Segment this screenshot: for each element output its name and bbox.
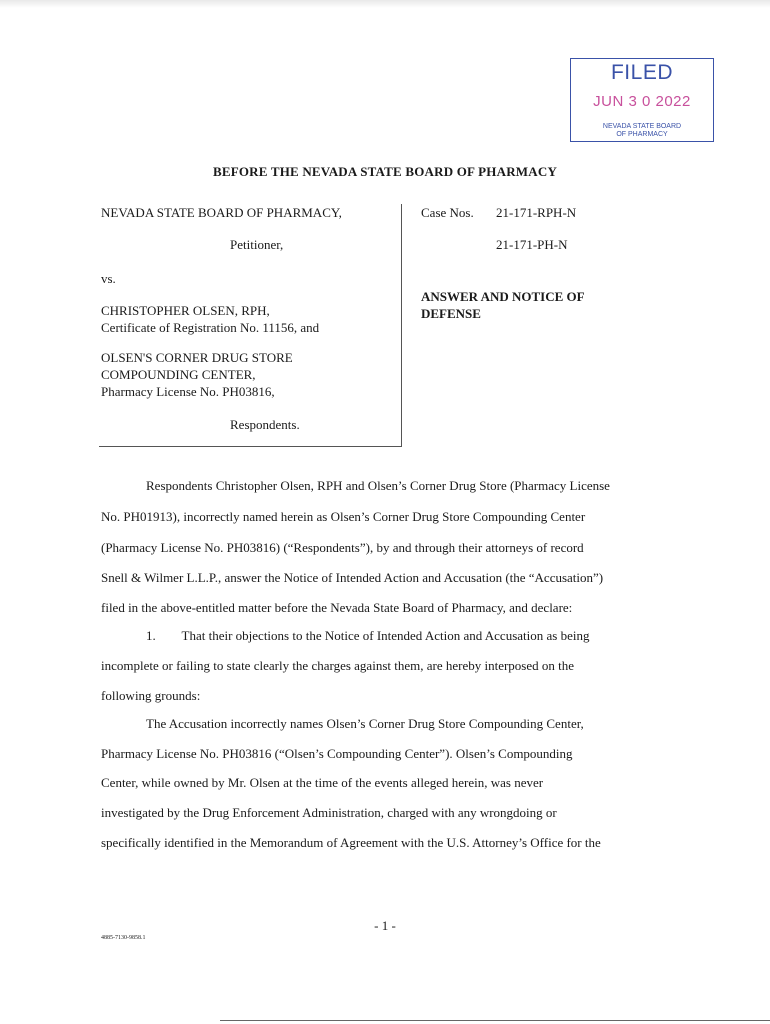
- stamp-filed-label: FILED: [610, 61, 673, 84]
- filed-stamp: [570, 58, 714, 142]
- stamp-agency-line1: NEVADA STATE BOARD: [602, 123, 682, 130]
- versus-label: vs.: [101, 271, 116, 286]
- respondent2-name-line2: COMPOUNDING CENTER,: [101, 367, 256, 382]
- document-title: [421, 288, 621, 322]
- body-line-3: (Pharmacy License No. PH03816) (“Respondents”), by and through their attorneys of record: [101, 540, 584, 555]
- respondent2-name-line1: OLSEN'S CORNER DRUG STORE: [101, 350, 293, 365]
- body-line-7: incomplete or failing to state clearly the charges against them, are hereby interposed on the: [101, 658, 575, 673]
- petitioner-name: NEVADA STATE BOARD OF PHARMACY,: [101, 205, 342, 220]
- stamp-date: JUN 3 0 2022: [593, 93, 691, 110]
- document-title-line2: DEFENSE: [421, 306, 481, 321]
- case-numbers-label: Case Nos.: [421, 205, 474, 220]
- body-line-5: filed in the above-entitled matter before the Nevada State Board of Pharmacy, and declare:: [101, 600, 573, 615]
- document-heading: BEFORE THE NEVADA STATE BOARD OF PHARMACY: [212, 164, 558, 179]
- petitioner-role: Petitioner,: [230, 237, 284, 252]
- case-number-1: 21-171-RPH-N: [496, 205, 577, 220]
- respondent1-certificate: Certificate of Registration No. 11156, and: [101, 320, 320, 335]
- body-line-9: The Accusation incorrectly names Olsen’s Corner Drug Store Compounding Center,: [146, 716, 584, 731]
- respondent2-license: Pharmacy License No. PH03816,: [101, 384, 275, 399]
- page-number: - 1 -: [374, 918, 396, 933]
- body-line-4: Snell & Wilmer L.L.P., answer the Notice of Intended Action and Accusation (the “Accusation”): [101, 570, 604, 585]
- scan-edge-shading: [0, 0, 770, 8]
- bottom-rule: [220, 1020, 770, 1021]
- body-line-13: specifically identified in the Memorandum of Agreement with the U.S. Attorney’s Office for the: [101, 835, 601, 850]
- body-line-2: No. PH01913), incorrectly named herein as Olsen’s Corner Drug Store Compounding Center: [101, 509, 586, 524]
- caption-divider-vertical: [401, 204, 402, 446]
- body-line-12: investigated by the Drug Enforcement Administration, charged with any wrongdoing or: [101, 805, 557, 820]
- body-line-1: Respondents Christopher Olsen, RPH and Olsen’s Corner Drug Store (Pharmacy License: [146, 478, 610, 493]
- body-line-11: Center, while owned by Mr. Olsen at the time of the events alleged herein, was never: [101, 775, 544, 790]
- respondent1-name: CHRISTOPHER OLSEN, RPH,: [101, 303, 270, 318]
- stamp-agency-line2: OF PHARMACY: [616, 131, 668, 138]
- caption-divider-horizontal: [99, 446, 402, 447]
- document-id: 4885-7130-9858.1: [101, 935, 146, 941]
- stamp-agency: [571, 123, 713, 139]
- document-title-line1: ANSWER AND NOTICE OF: [421, 289, 585, 304]
- body-line-6: 1. That their objections to the Notice of Intended Action and Accusation as being: [146, 628, 590, 643]
- respondents-role: Respondents.: [230, 417, 300, 432]
- body-line-10: Pharmacy License No. PH03816 (“Olsen’s Compounding Center”). Olsen’s Compounding: [101, 746, 573, 761]
- body-line-8: following grounds:: [101, 688, 201, 703]
- case-number-2: 21-171-PH-N: [496, 237, 568, 252]
